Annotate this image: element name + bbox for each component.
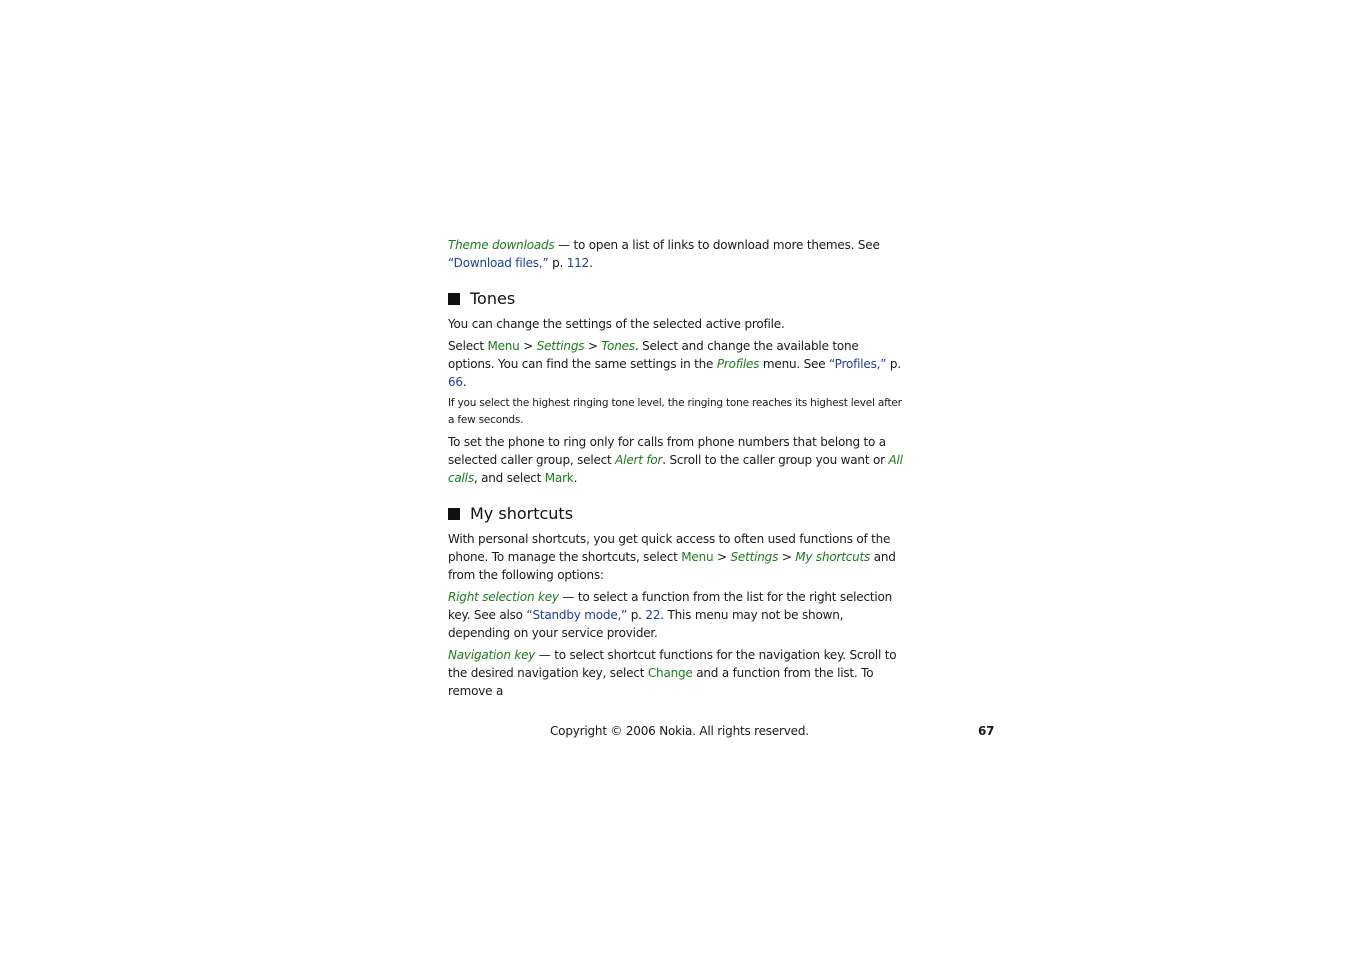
caller-group-paragraph — [448, 433, 903, 487]
rsk-text: — to select a function from the list for the right selection key. See also — [448, 590, 893, 622]
tones-heading-text: Tones — [470, 289, 516, 308]
copyright-footer: Copyright © 2006 Nokia. All rights reserved. — [550, 724, 809, 738]
square-bullet-icon — [448, 293, 460, 305]
square-bullet-icon — [448, 508, 460, 520]
nav-text: — to select shortcut functions for the navigation key. Scroll to the desired navigation key, select — [448, 648, 897, 680]
tones-text: . Select and change the available tone options. You can find the same settings in the — [448, 339, 859, 371]
navigation-key-term: Navigation key — [448, 648, 536, 662]
caller-group-text-2: . Scroll to the caller group you want or — [662, 453, 889, 467]
settings-label: Settings — [536, 339, 585, 353]
period: . — [573, 471, 578, 485]
separator: > — [778, 550, 796, 564]
all-calls-label: All calls — [448, 453, 903, 485]
page-prefix: p. — [548, 256, 567, 270]
my-shortcuts-heading — [448, 503, 903, 525]
standby-mode-page-link[interactable]: 22 — [645, 608, 661, 622]
tones-note: If you select the highest ringing tone level, the ringing tone reaches its highest level after a few seconds. — [448, 397, 902, 426]
select-text: Select — [448, 339, 488, 353]
shortcuts-intro-text: With personal shortcuts, you get quick access to often used functions of the phone. To manage the shortcuts, select — [448, 532, 891, 564]
download-files-link[interactable]: “Download files,” — [448, 256, 549, 270]
tones-intro: You can change the settings of the selected active profile. — [448, 317, 785, 331]
page-prefix: p. — [886, 357, 901, 371]
my-shortcuts-heading-text: My shortcuts — [470, 504, 574, 523]
right-selection-key-paragraph — [448, 588, 903, 642]
profiles-link[interactable]: “Profiles,” — [829, 357, 887, 371]
mark-label: Mark — [544, 471, 574, 485]
change-label: Change — [647, 666, 693, 680]
standby-mode-link[interactable]: “Standby mode,” — [526, 608, 628, 622]
theme-downloads-text: — to open a list of links to download more themes. See — [554, 238, 880, 252]
menu-label: Menu — [487, 339, 520, 353]
shortcuts-intro — [448, 530, 903, 584]
my-shortcuts-label: My shortcuts — [795, 550, 871, 564]
page-content — [448, 236, 903, 700]
caller-group-text-3: , and select — [473, 471, 545, 485]
separator: > — [519, 339, 537, 353]
navigation-key-paragraph — [448, 646, 903, 700]
menu-label: Menu — [681, 550, 714, 564]
profiles-page-link[interactable]: 66 — [448, 375, 463, 389]
tones-text-see: menu. See — [759, 357, 830, 371]
nav-text-2: and a function from the list. To remove a — [448, 666, 874, 698]
separator: > — [584, 339, 602, 353]
period: . — [589, 256, 593, 270]
caller-group-text: To set the phone to ring only for calls from phone numbers that belong to a selected caller group, select — [448, 435, 886, 467]
profiles-label: Profiles — [716, 357, 760, 371]
theme-downloads-paragraph — [448, 236, 903, 272]
tones-heading — [448, 288, 903, 310]
theme-downloads-term: Theme downloads — [448, 238, 555, 252]
period: . — [462, 375, 467, 389]
page-number: 67 — [978, 724, 995, 738]
shortcuts-intro-text-2: and from the following options: — [448, 550, 896, 582]
settings-label: Settings — [730, 550, 779, 564]
page-prefix: p. — [627, 608, 646, 622]
alert-for-label: Alert for — [615, 453, 663, 467]
separator: > — [713, 550, 731, 564]
right-selection-key-term: Right selection key — [448, 590, 559, 604]
rsk-text-2: . This menu may not be shown, depending on your service provider. — [448, 608, 844, 640]
tones-select-paragraph — [448, 337, 903, 391]
download-files-page-link[interactable]: 112 — [566, 256, 590, 270]
tones-label: Tones — [601, 339, 635, 353]
